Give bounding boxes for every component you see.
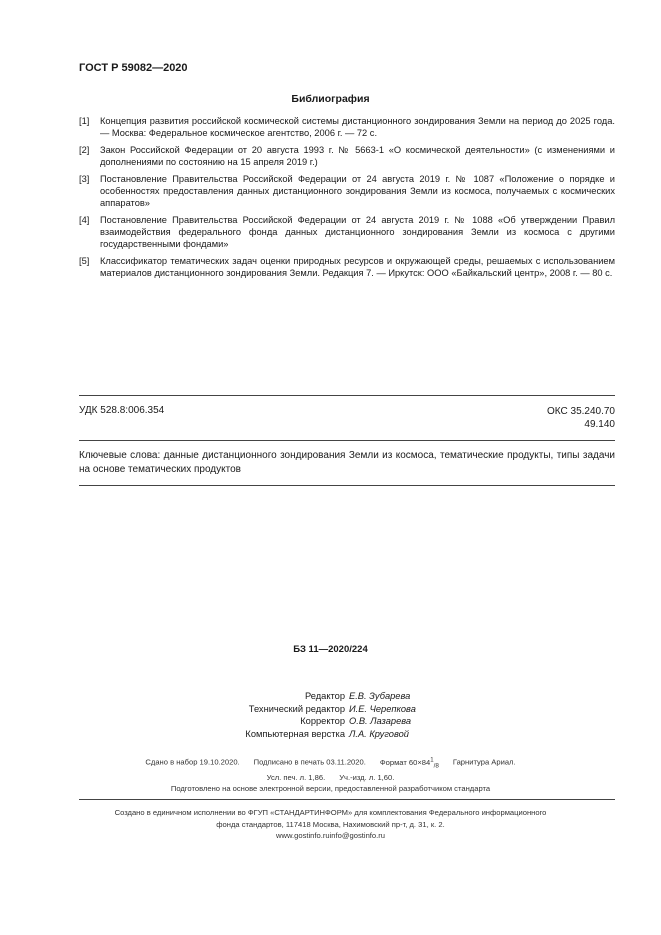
print-info-row [0, 755, 661, 772]
bz-number: БЗ 11—2020/224 [293, 644, 368, 655]
credit-name: Л.А. Круговой [349, 728, 409, 739]
publication-sheets: Уч.-изд. л. 1,60. [339, 772, 395, 782]
bibliography-item [79, 255, 615, 279]
bibliography-item-text: Концепция развития российской космической системы дистанционного зондирования Земли на период до 2025 года. — Москва: Федеральное космическое агентство, 2006 г. — 72 с. [100, 116, 615, 138]
bibliography-item-text: Классификатор тематических задач оценки природных ресурсов и окружающей среды, решаемых с использованием материалов дистанционного зондирования Земли. Редакция 7. — Иркутск: ООО «Байкальский центр», 2008 г. — 80 с. [100, 256, 615, 278]
credit-name: И.Е. Черепкова [349, 703, 416, 714]
credit-role: Редактор [304, 691, 345, 701]
bibliography-item [79, 144, 615, 168]
divider-top [79, 395, 615, 396]
bibliography-item [79, 115, 615, 139]
font-info: Гарнитура Ариал. [452, 757, 516, 767]
format-numerator: 1 [430, 757, 434, 763]
format [379, 757, 439, 770]
bibliography-item-number: [2] [79, 145, 90, 155]
sent-date: Сдано в набор 19.10.2020. [145, 757, 240, 767]
divider-footer [79, 799, 615, 800]
credit-name: Е.В. Зубарева [349, 691, 411, 701]
divider-middle [79, 440, 615, 441]
credit-role: Технический редактор [248, 703, 345, 714]
bibliography-list [79, 115, 615, 284]
website-link[interactable]: www.gostinfo.ru [275, 831, 330, 840]
bibliography-item [79, 173, 615, 209]
divider-bottom [79, 485, 615, 486]
bibliography-item [79, 214, 615, 250]
credit-name: О.В. Лазарева [349, 716, 412, 726]
udk-code: УДК 528.8:006.354 [79, 405, 165, 416]
format-prefix: Формат 60×84 [379, 757, 431, 767]
credits-block [0, 690, 661, 740]
bibliography-item-number: [4] [79, 215, 90, 225]
format-denominator: /8 [433, 762, 439, 770]
bibliography-item-text: Постановление Правительства Российской Федерации от 24 августа 2019 г. № 1088 «Об утверждении Правил взаимодействия федерального фонда данных дистанционного зондирования Земли из космоса с другими государственными фондами» [100, 215, 615, 249]
bibliography-item-text: Постановление Правительства Российской Федерации от 24 августа 2019 г. № 1087 «Положение о порядке и особенностях предоставления данных дистанционного зондирования Земли из космоса, получаемых с космических аппаратов» [100, 174, 615, 208]
bibliography-heading: Библиография [291, 93, 370, 105]
bibliography-item-number: [5] [79, 256, 90, 266]
footer-line2: фонда стандартов, 117418 Москва, Нахимовский пр-т, д. 31, к. 2. [216, 819, 445, 829]
print-info-row [0, 772, 661, 784]
credit-row [0, 715, 661, 728]
print-info [0, 755, 661, 795]
prepared-note: Подготовлено на основе электронной версии, предоставленной разработчиком стандарта [170, 784, 491, 794]
footer-contacts [0, 830, 661, 842]
email-link[interactable]: info@gostinfo.ru [329, 831, 386, 840]
oks-code [547, 405, 615, 431]
footer [0, 807, 661, 842]
bibliography-item-number: [1] [79, 116, 90, 126]
keywords: Ключевые слова: данные дистанционного зондирования Земли из космоса, тематические продукты, типы задачи на основе тематических продуктов [79, 450, 615, 475]
bibliography-item-number: [3] [79, 174, 90, 184]
credit-row [0, 703, 661, 716]
standard-number: ГОСТ Р 59082—2020 [79, 62, 188, 74]
oks-code-line2: 49.140 [584, 419, 615, 430]
credit-role: Корректор [300, 716, 345, 726]
bibliography-item-text: Закон Российской Федерации от 20 августа 1993 г. № 5663-1 «О космической деятельности» (с изменениями и дополнениями по состоянию на 15 апреля 2019 г.) [100, 145, 615, 167]
footer-line1: Создано в единичном исполнении во ФГУП «СТАНДАРТИНФОРМ» для комплектования Федерального информационного [114, 808, 547, 817]
credit-role: Компьютерная верстка [245, 728, 345, 739]
print-sheets: Усл. печ. л. 1,86. [266, 772, 326, 782]
signed-date: Подписано в печать 03.11.2020. [253, 757, 366, 767]
credit-row [0, 690, 661, 703]
oks-code-line1: ОКС 35.240.70 [547, 406, 615, 417]
credit-row [0, 728, 661, 741]
